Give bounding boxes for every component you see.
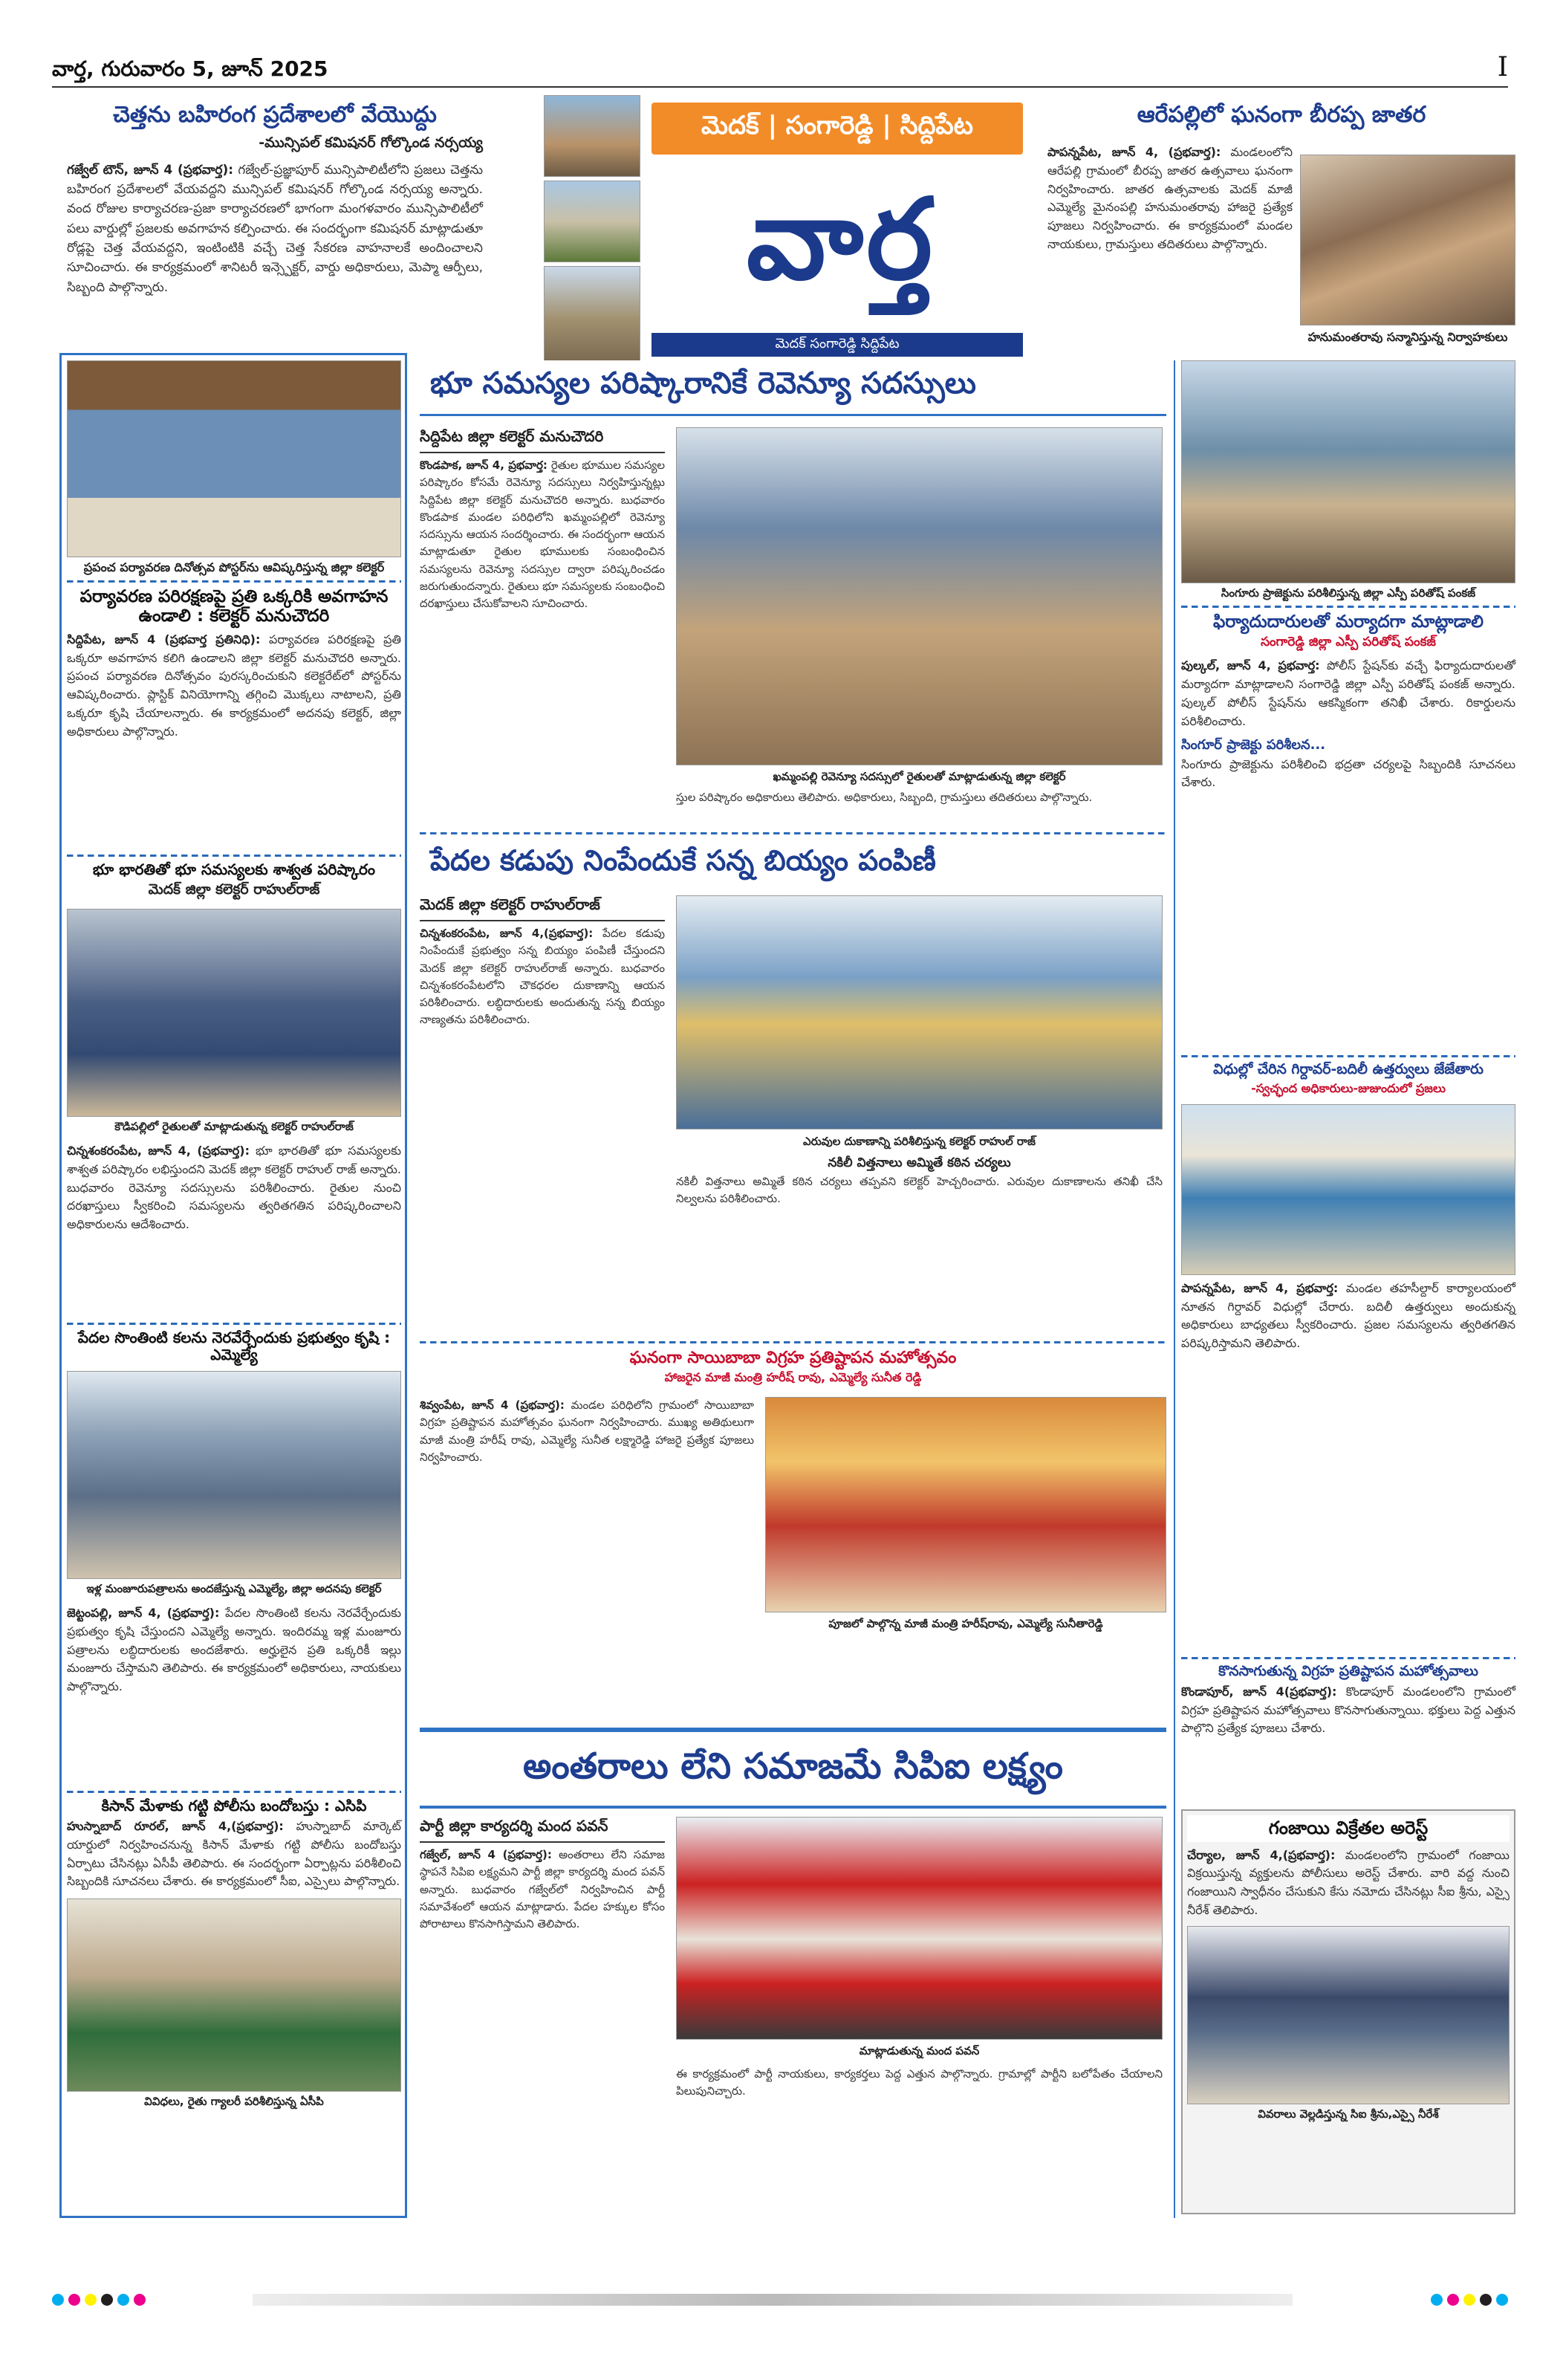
story-dateline: జెట్టంపల్లి, జూన్ 4, (ప్రభవార్త): (67, 1606, 220, 1620)
revenue-banner: భూ సమస్యల పరిష్కారానికే రెవెన్యూ సదస్సులు (420, 360, 1166, 416)
story-body: అంతరాలు లేని సమాజ స్థాపనే సిపిఐ లక్ష్యమని పార్టీ జిల్లా కార్యదర్శి మంద పవన్ అన్నారు. బుధవారం గజ్వేల్‌లో నిర్వహించిన పార్టీ సమావేశంలో ఆయన మాట్లాడారు. పేదల హక్కుల కోసం పోరాటాలు కొనసాగిస్తామని తెలిపారు. (420, 1848, 665, 1930)
story-body-2: సింగూరు ప్రాజెక్టును పరిశీలించి భద్రతా చర్యలపై సిబ్బందికి సూచనలు చేశారు. (1181, 756, 1515, 790)
page-number: I (1497, 52, 1508, 82)
brand-strip: మెదక్ సంగారెడ్డి సిద్దిపేట (651, 333, 1023, 357)
photo-caption: కౌడిపల్లిలో రైతులతో మాట్లాడుతున్న కలెక్టర్ రాహుల్‌రాజ్ (67, 1117, 401, 1139)
story-rice (420, 895, 1166, 1341)
story-body: మండల తహసీల్దార్ కార్యాలయంలో నూతన గిర్దావర్ విధుల్లో చేరారు. బదిలీ ఉత్తర్వులు అందుకున్న అధికారులు బాధ్యతలు స్వీకరించారు. ప్రజల సమస్యలను త్వరితగతిన పరిష్కరిస్తామని తెలిపారు. (1181, 1280, 1515, 1351)
story-body: మండలంలోని గ్రామంలో గంజాయి విక్రయిస్తున్న వ్యక్తులను పోలీసులు అరెస్ట్ చేశారు. వారి వద్ద నుంచి గంజాయిని స్వాధీనం చేసుకుని కేసు నమోదు చేసినట్లు సీఐ శ్రీను, ఎస్సై నీరేశ్ తెలిపారు. (1187, 1847, 1510, 1917)
cpi-photo (676, 1817, 1163, 2040)
story-dateline: కొండపాక, జూన్ 4, ప్రభవార్త: (420, 458, 547, 472)
subhead: సిద్దిపేట జిల్లా కలెక్టర్ మనుచౌదరి (420, 427, 665, 453)
headline: గంజాయి విక్రేతల అరెస్ట్ (1187, 1815, 1510, 1842)
photo-caption: మాట్లాడుతున్న మంద పవన్ (676, 2041, 1163, 2063)
photo-caption: ఖమ్మంపల్లి రెవెన్యూ సదస్సులో రైతులతో మాట్లాడుతున్న జిల్లా కలెక్టర్ (676, 767, 1163, 789)
ganja-photo (1187, 1926, 1510, 2104)
photo-caption: ఎరువుల దుకాణాన్ని పరిశీలిస్తున్న కలెక్టర్ రాహుల్ రాజ్ (676, 1132, 1163, 1154)
story-right-kondapur (1181, 1657, 1515, 1738)
photo-caption: ఇళ్ల మంజూరుపత్రాలను అందజేస్తున్న ఎమ్మెల్యే, జిల్లా అదనపు కలెక్టర్ (67, 1579, 401, 1601)
story-dateline: హుస్నాబాద్ రూరల్, జూన్ 4,(ప్రభవార్త): (67, 1819, 284, 1833)
print-bar (52, 2289, 1508, 2311)
subhead: మెదక్ జిల్లా కలెక్టర్ రాహుల్‌రాజ్ (148, 881, 320, 898)
photo-caption: వివిధలు, రైతు గ్యాలరీ పరిశీలిస్తున్న ఏసీపి (67, 2092, 401, 2114)
photo-caption: ప్రపంచ పర్యావరణ దినోత్సవ పోస్టర్‌ను ఆవిష్కరిస్తున్న జిల్లా కలెక్టర్ (67, 557, 401, 580)
story-right-duty (1181, 1055, 1515, 1353)
story-right-ganja (1181, 1809, 1515, 2214)
story-right-singur (1181, 360, 1515, 792)
story-body: గజ్వేల్-ప్రజ్ఞాపూర్ మున్సిపాలిటీలోని ప్రజలు చెత్తను బహిరంగ ప్రదేశాలలో వేయవద్దని మున్సిపల్ కమిషనర్ గోల్కొండ నర్సయ్య అన్నారు. వంద రోజుల కార్యాచరణ-ప్రజా కార్యాచరణలో భాగంగా మంగళవారం మున్సిపాలిటీలో పలు వార్డుల్లో ప్రజలకు అవగాహన కల్పించారు. ఈ సందర్భంగా కమిషనర్ మాట్లాడుతూ రోడ్లపై చెత్త వేయవద్దని, ఇంటింటికి వచ్చే చెత్త సేకరణ వాహనాలకే అందించాలని సూచించారు. ఈ కార్యక్రమంలో శానిటరీ ఇన్స్పెక్టర్, వార్డు అధికారులు, మెప్మా ఆర్పీలు, సిబ్బంది పాల్గొన్నారు. (67, 162, 484, 295)
headline: పర్యావరణ పరిరక్షణపై ప్రతి ఒక్కరికి అవగాహన ఉండాలి : కలెక్టర్ మనుచౌదరి (79, 587, 389, 626)
story-body-2: ఈ కార్యక్రమంలో పార్టీ నాయకులు, కార్యకర్తలు పెద్ద ఎత్తున పాల్గొన్నారు. గ్రామాల్లో పార్టీని బలోపేతం చేయాలని పిలుపునిచ్చారు. (676, 2067, 1163, 2098)
story-left-kisan (67, 1791, 401, 2114)
story-body: మండల పరిధిలోని గ్రామంలో సాయిబాబా విగ్రహ ప్రతిష్టాపన మహోత్సవం ఘనంగా నిర్వహించారు. ముఖ్య అతిథులుగా మాజీ మంత్రి హరీష్ రావు, ఎమ్మెల్యే సునీత లక్ష్మారెడ్డి హాజరై ప్రత్యేక పూజలు నిర్వహించారు. (420, 1398, 754, 1464)
subhead: పార్టీ జిల్లా కార్యదర్శి మంద పవన్ (420, 1817, 665, 1843)
photo-caption: వివరాలు వెల్లడిస్తున్న సిఐ శ్రీను,ఎస్సై నీరేశ్ (1258, 2107, 1439, 2121)
story-body: మండలంలోని ఆరేపల్లి గ్రామంలో బీరప్ప జాతర ఉత్సవాలు ఘనంగా నిర్వహించారు. జాతర ఉత్సవాలకు మెదక్ మాజీ ఎమ్మెల్యే మైనంపల్లి హనుమంతరావు హాజరై ప్రత్యేక పూజలు నిర్వహించారు. ఈ కార్యక్రమంలో మండల నాయకులు, గ్రామస్తులు తదితరులు పాల్గొన్నారు. (1047, 145, 1293, 251)
office-photo (1181, 1104, 1515, 1275)
left-col-border-top (59, 353, 407, 355)
story-cpi (420, 1817, 1166, 2218)
story-dateline: చిన్నశంకరంపేట, జూన్ 4, (ప్రభవార్త): (67, 1144, 250, 1158)
rice-banner: పేదల కడుపు నింపేందుకే సన్న బియ్యం పంపిణీ (420, 840, 1166, 888)
kisan-photo (67, 1899, 401, 2092)
headline: ఫిర్యాదుదారులతో మర్యాదగా మాట్లాడాలి (1213, 612, 1484, 632)
headline: ఘనంగా సాయిబాబా విగ్రహ ప్రతిష్టాపన మహోత్సవం (629, 1349, 957, 1367)
story-body: కొండాపూర్ మండలంలోని గ్రామంలో విగ్రహ ప్రతిష్టాపన మహోత్సవాలు కొనసాగుతున్నాయి. భక్తులు పెద్ద ఎత్తున పాల్గొని ప్రత్యేక పూజలు చేశారు. (1181, 1684, 1516, 1736)
house-photo (67, 1371, 401, 1579)
clocktower-photo (544, 181, 640, 262)
story-saibaba (420, 1349, 1166, 1731)
dateline: వార్త, గురువారం 5, జూన్ 2025 (52, 56, 328, 81)
brand-logo: వార్త (746, 175, 936, 305)
temple-photo (544, 95, 640, 177)
subhead: మెదక్ జిల్లా కలెక్టర్ రాహుల్‌రాజ్ (420, 895, 665, 921)
story-revenue (420, 427, 1166, 829)
story-dateline: పుల్కల్, జూన్ 4, ప్రభవార్త: (1181, 658, 1320, 673)
cpi-banner: అంతరాలు లేని సమాజమే సిపిఐ లక్ష్యం (420, 1735, 1166, 1806)
story-body-2: నకిలీ విత్తనాలు అమ్మితే కఠిన చర్యలు తప్పవని కలెక్టర్ హెచ్చరించారు. ఎరువుల దుకాణాలను తనిఖీ చేసి నిల్వలను పరిశీలించారు. (676, 1175, 1163, 1206)
headline: చెత్తను బహిరంగ ప్రదేశాలలో వేయొద్దు (113, 102, 437, 128)
subhead-2: నకిలీ విత్తనాలు అమ్మితే కఠిన చర్యలు (828, 1155, 1011, 1170)
rice-photo (676, 895, 1163, 1129)
subhead: -స్వచ్ఛంద అధికారులు-జుజుందులో ప్రజలు (1251, 1080, 1446, 1095)
photo-caption: సింగూరు ప్రాజెక్టును పరిశీలిస్తున్న జిల్లా ఎస్పీ పరితోష్ పంకజ్ (1181, 583, 1515, 606)
story-dateline: చేర్యాల, జూన్ 4,(ప్రభవార్త): (1187, 1847, 1336, 1862)
land-photo (67, 909, 401, 1117)
revenue-photo (676, 427, 1163, 765)
story-left-env (67, 360, 401, 742)
masthead-center (544, 95, 1027, 370)
photo-caption: హనుమంతరావు సన్మానిస్తున్న నిర్వాహకులు (1300, 327, 1515, 350)
left-col-border-bottom (59, 2216, 407, 2218)
story-body: పర్యావరణ పరిరక్షణపై ప్రతి ఒక్కరూ అవగాహన కలిగి ఉండాలని జిల్లా కలెక్టర్ మనుచౌదరి అన్నారు. ప్రపంచ పర్యావరణ దినోత్సవం పురస్కరించుకుని కలెక్టరేట్‌లో పోస్టర్‌ను ఆవిష్కరించారు. ప్లాస్టిక్ వినియోగాన్ని తగ్గించి మొక్కలు నాటాలని, ప్రతి ఒక్కరూ కృషి చేయాలన్నారు. ఈ కార్యక్రమంలో అదనపు కలెక్టర్, జిల్లా అధికారులు పాల్గొన్నారు. (67, 632, 402, 739)
story-top-left (67, 103, 483, 377)
saibaba-photo (765, 1397, 1166, 1612)
story-dateline: కొండాపూర్, జూన్ 4(ప్రభవార్త): (1181, 1684, 1337, 1699)
fort-photo (544, 266, 640, 363)
left-col-border (59, 353, 62, 2218)
story-dateline: చిన్నశంకరంపేట, జూన్ 4,(ప్రభవార్త): (420, 927, 594, 940)
story-dateline: గజ్వేల్ టౌన్, జూన్ 4 (ప్రభవార్త): (67, 162, 234, 178)
headline: విధుల్లో చేరిన గిర్దావర్-బదిలీ ఉత్తర్వులు జేజేతారు (1213, 1061, 1484, 1077)
story-top-right (1047, 103, 1515, 377)
headline: కిసాన్ మేళాకు గట్టి పోలీసు బందోబస్తు : ఎసిపి (101, 1797, 367, 1815)
subhead-2: సింగూర్ ప్రాజెక్టు పరిశీలన... (1181, 736, 1326, 753)
story-body-2: స్తుల పరిష్కారం అధికారులు తెలిపారు. అధికారులు, సిబ్బంది, గ్రామస్తులు తదితరులు పాల్గొన్నారు. (676, 791, 1093, 804)
photo-caption: పూజలో పాల్గొన్న మాజీ మంత్రి హరీష్‌రావు, ఎమ్మెల్యే సునీతారెడ్డి (765, 1614, 1166, 1636)
story-body: పేదల సొంతింటి కలను నెరవేర్చేందుకు ప్రభుత్వం కృషి చేస్తుందని ఎమ్మెల్యే అన్నారు. ఇందిరమ్మ ఇళ్ల మంజూరు పత్రాలను లబ్ధిదారులకు అందజేశారు. అర్హులైన ప్రతి ఒక్కరికీ ఇల్లు మంజూరు చేస్తామని తెలిపారు. ఈ కార్యక్రమంలో అధికారులు, నాయకులు పాల్గొన్నారు. (67, 1606, 401, 1694)
left-col-border-right (405, 353, 407, 2218)
district-strip: మెదక్ | సంగారెడ్డి | సిద్దిపేట (651, 103, 1023, 155)
story-left-land (67, 855, 401, 1234)
headline: ఆరేపల్లిలో ఘనంగా బీరప్ప జాతర (1137, 102, 1426, 128)
story-dateline: శివ్వంపేట, జూన్ 4 (ప్రభవార్త): (420, 1398, 565, 1412)
story-dateline: పాపన్నపేట, జూన్ 4, (ప్రభవార్త): (1047, 145, 1221, 159)
dateline-bar (52, 51, 1508, 88)
story-dateline: గజ్వేల్, జూన్ 4 (ప్రభవార్త): (420, 1848, 552, 1861)
story-dateline: పాపన్నపేట, జూన్ 4, ప్రభవార్త: (1181, 1280, 1339, 1295)
story-body: రైతుల భూముల సమస్యల పరిష్కారం కోసమే రెవెన్యూ సదస్సులు నిర్వహిస్తున్నట్లు సిద్దిపేట జిల్లా కలెక్టర్ మనుచౌదరి అన్నారు. బుధవారం కొండపాక మండల పరిధిలోని ఖమ్మంపల్లిలో రెవెన్యూ సదస్సును ఆయన సందర్శించారు. ఈ సందర్భంగా ఆయన మాట్లాడుతూ రైతుల భూములకు సంబంధించిన సమస్యలను రెవెన్యూ సదస్సుల ద్వారా పరిష్కరించడం జరుగుతుందన్నారు. రైతులు భూ సమస్యలకు సంబంధించి దరఖాస్తులు చేసుకోవాలని సూచించారు. (420, 458, 665, 610)
jatara-photo (1300, 155, 1515, 325)
story-dateline: సిద్దిపేట, జూన్ 4 (ప్రభవార్త ప్రతినిధి): (67, 632, 261, 646)
story-body: భూ భారతితో భూ సమస్యలకు శాశ్వత పరిష్కారం లభిస్తుందని మెదక్ జిల్లా కలెక్టర్ రాహుల్ రాజ్ అన్నారు. బుధవారం రెవెన్యూ సదస్సులను పరిశీలించారు. రైతుల నుంచి దరఖాస్తులు స్వీకరించి సమస్యలను త్వరితగతిన పరిష్కరించాలని అధికారులను ఆదేశించారు. (67, 1144, 401, 1232)
story-left-house (67, 1323, 401, 1696)
subhead: సంగారెడ్డి జిల్లా ఎస్పీ పరితోష్ పంకజ్ (1261, 635, 1436, 650)
headline: పేదల సొంతింటి కలను నెరవేర్చేందుకు ప్రభుత్వం కృషి : ఎమ్మెల్యే (77, 1329, 391, 1364)
subhead: -మున్సిపల్ కమిషనర్ గోల్కొండ నర్సయ్య (259, 134, 483, 151)
story-body: హుస్నాబాద్ మార్కెట్ యార్డులో నిర్వహించనున్న కిసాన్ మేళాకు గట్టి పోలీసు బందోబస్తు ఏర్పాటు చేసినట్లు ఏసీపీ తెలిపారు. ఈ సందర్భంగా ఏర్పాట్లను పరిశీలించి సిబ్బందికి సూచనలు చేశారు. ఈ కార్యక్రమంలో సీఐ, ఎస్సైలు పాల్గొన్నారు. (67, 1819, 401, 1889)
singur-photo (1181, 360, 1515, 583)
story-body: పేదల కడుపు నింపేందుకే ప్రభుత్వం సన్న బియ్యం పంపిణీ చేస్తుందని మెదక్ జిల్లా కలెక్టర్ రాహుల్‌రాజ్ అన్నారు. బుధవారం చిన్నశంకరంపేటలోని చౌకధరల దుకాణాన్ని ఆయన పరిశీలించారు. లబ్ధిదారులకు అందుతున్న సన్న బియ్యం నాణ్యతను పరిశీలించారు. (420, 927, 665, 1027)
story-body: పోలీస్ స్టేషన్‌కు వచ్చే ఫిర్యాదుదారులతో మర్యాదగా మాట్లాడాలని సంగారెడ్డి జిల్లా ఎస్పీ పరితోష్ పంకజ్ అన్నారు. పుల్కల్ పోలీస్ స్టేషన్‌ను ఆకస్మికంగా తనిఖీ చేశారు. రికార్డులను పరిశీలించారు. (1181, 658, 1515, 728)
subhead: హాజరైన మాజీ మంత్రి హరీష్ రావు, ఎమ్మెల్యే సునీత రెడ్డి (664, 1370, 922, 1385)
headline: కొనసాగుతున్న విగ్రహ ప్రతిష్టాపన మహోత్సవాలు (1218, 1663, 1478, 1679)
env-poster-photo (67, 360, 401, 557)
headline: భూ భారతితో భూ సమస్యలకు శాశ్వత పరిష్కారం (92, 860, 376, 878)
